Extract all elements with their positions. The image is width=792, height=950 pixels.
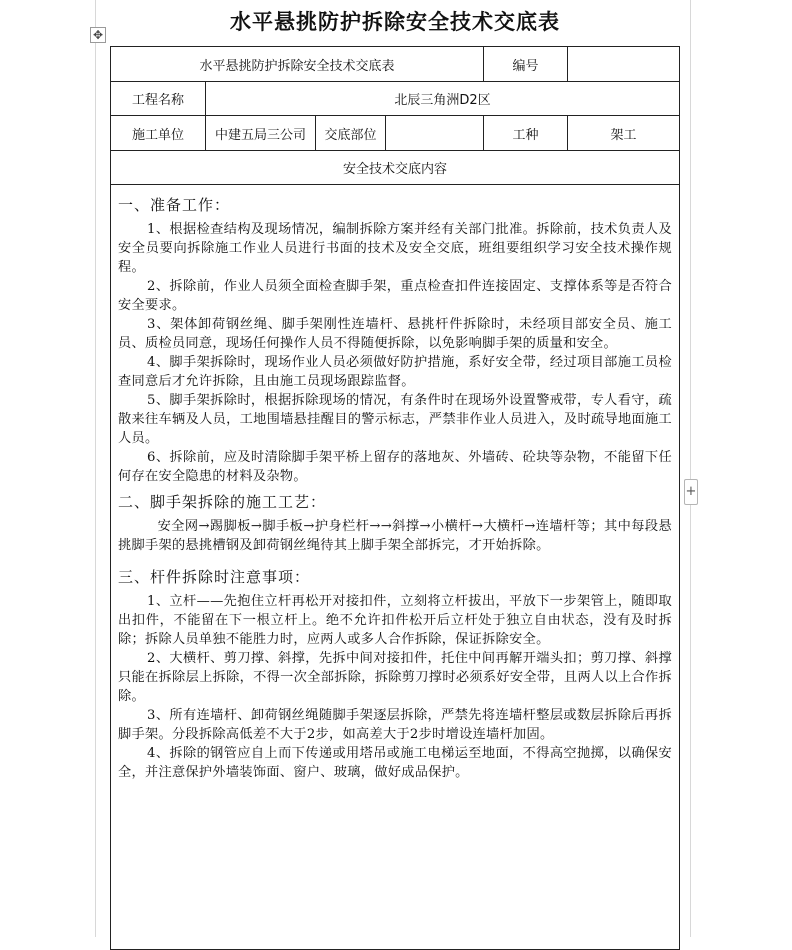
table-row — [111, 151, 680, 185]
section-1-heading: 一、准备工作： — [118, 196, 231, 214]
number-label: 编号 — [484, 47, 568, 82]
project-value-cell[interactable]: 北辰三角洲D2区 — [206, 82, 680, 116]
unit-label: 施工单位 — [111, 116, 206, 151]
section-3-item: 1、立杆——先抱住立杆再松开对接扣件，立刻将立杆拔出，平放下一步架管上，随即取出扣件，不能留在下一根立杆上。绝不允许扣件松开后立杆处于独立自由状态，没有及时拆除；拆除人员单独不能胜力时，应两人或多人合作拆除，保证拆除安全。 — [118, 594, 673, 647]
content-header: 安全技术交底内容 — [111, 151, 680, 185]
table-row — [111, 47, 680, 82]
number-value-cell[interactable] — [568, 47, 680, 82]
section-1-item: 4、脚手架拆除时，现场作业人员必须做好防护措施，系好安全带，经过项目部施工员检查同意后才允许拆除，且由施工员现场跟踪监督。 — [118, 355, 673, 389]
section-1-item: 5、脚手架拆除时，根据拆除现场的情况，有条件时在现场外设置警戒带，专人看守，疏散来往车辆及人员，工地围墙悬挂醒目的警示标志，严禁非作业人员进入，及时疏导地面施工人员。 — [118, 393, 673, 446]
form-name-cell: 水平悬挑防护拆除安全技术交底表 — [111, 47, 484, 82]
section-2-text: 安全网→踢脚板→脚手板→护身栏杆→→斜撑→小横杆→大横杆→连墙杆等；其中每段悬挑脚手架的悬挑槽钢及卸荷钢丝绳待其上脚手架全部拆完，才开始拆除。 — [118, 519, 673, 553]
part-value-cell[interactable] — [386, 116, 484, 151]
section-3-item: 4、拆除的钢管应自上而下传递或用塔吊或施工电梯运至地面，不得高空抛掷，以确保安全，并注意保护外墙装饰面、窗户、玻璃，做好成品保护。 — [118, 746, 673, 780]
table-move-icon[interactable]: ✥ — [90, 27, 106, 43]
unit-value-cell[interactable]: 中建五局三公司 — [206, 116, 316, 151]
section-3-item: 2、大横杆、剪刀撑、斜撑，先拆中间对接扣件，托住中间再解开端头扣；剪刀撑、斜撑只能在拆除层上拆除，不得一次全部拆除，拆除剪刀撑时必须系好安全带，且两人以上合作拆除。 — [118, 651, 673, 704]
add-column-icon[interactable]: + — [684, 479, 698, 505]
trade-label: 工种 — [484, 116, 568, 151]
part-label: 交底部位 — [316, 116, 386, 151]
section-2-heading: 二、脚手架拆除的施工工艺： — [118, 493, 327, 511]
section-1-item: 3、架体卸荷钢丝绳、脚手架刚性连墙杆、悬挑杆件拆除时，未经项目部安全员、施工员、质检员同意，现场任何操作人员不得随便拆除，以免影响脚手架的质量和安全。 — [118, 317, 673, 351]
content-body-cell[interactable] — [111, 185, 680, 950]
section-3-heading: 三、杆件拆除时注意事项： — [118, 568, 311, 586]
section-3-item: 3、所有连墙杆、卸荷钢丝绳随脚手架逐层拆除，严禁先将连墙杆整层或数层拆除后再拆脚手架。分段拆除高低差不大于2步，如高差大于2步时增设连墙杆加固。 — [118, 708, 673, 742]
trade-value-cell[interactable]: 架工 — [568, 116, 680, 151]
section-1-item: 2、拆除前，作业人员须全面检查脚手架，重点检查扣件连接固定、支撑体系等是否符合安全要求。 — [118, 279, 673, 313]
disclosure-table — [110, 46, 680, 950]
table-row — [111, 185, 680, 950]
project-label: 工程名称 — [111, 82, 206, 116]
table-row — [111, 82, 680, 116]
document-title: 水平悬挑防护拆除安全技术交底表 — [230, 10, 560, 34]
section-1-item: 1、根据检查结构及现场情况，编制拆除方案并经有关部门批准。拆除前，技术负责人及安全员要向拆除施工作业人员进行书面的技术及安全交底，班组要组织学习安全技术操作规程。 — [118, 222, 673, 275]
table-row — [111, 116, 680, 151]
section-1-item: 6、拆除前，应及时清除脚手架平桥上留存的落地灰、外墙砖、砼块等杂物，不能留下任何存在安全隐患的材料及杂物。 — [118, 450, 673, 484]
page-edge-left — [95, 0, 96, 937]
page-edge-right — [690, 0, 691, 937]
